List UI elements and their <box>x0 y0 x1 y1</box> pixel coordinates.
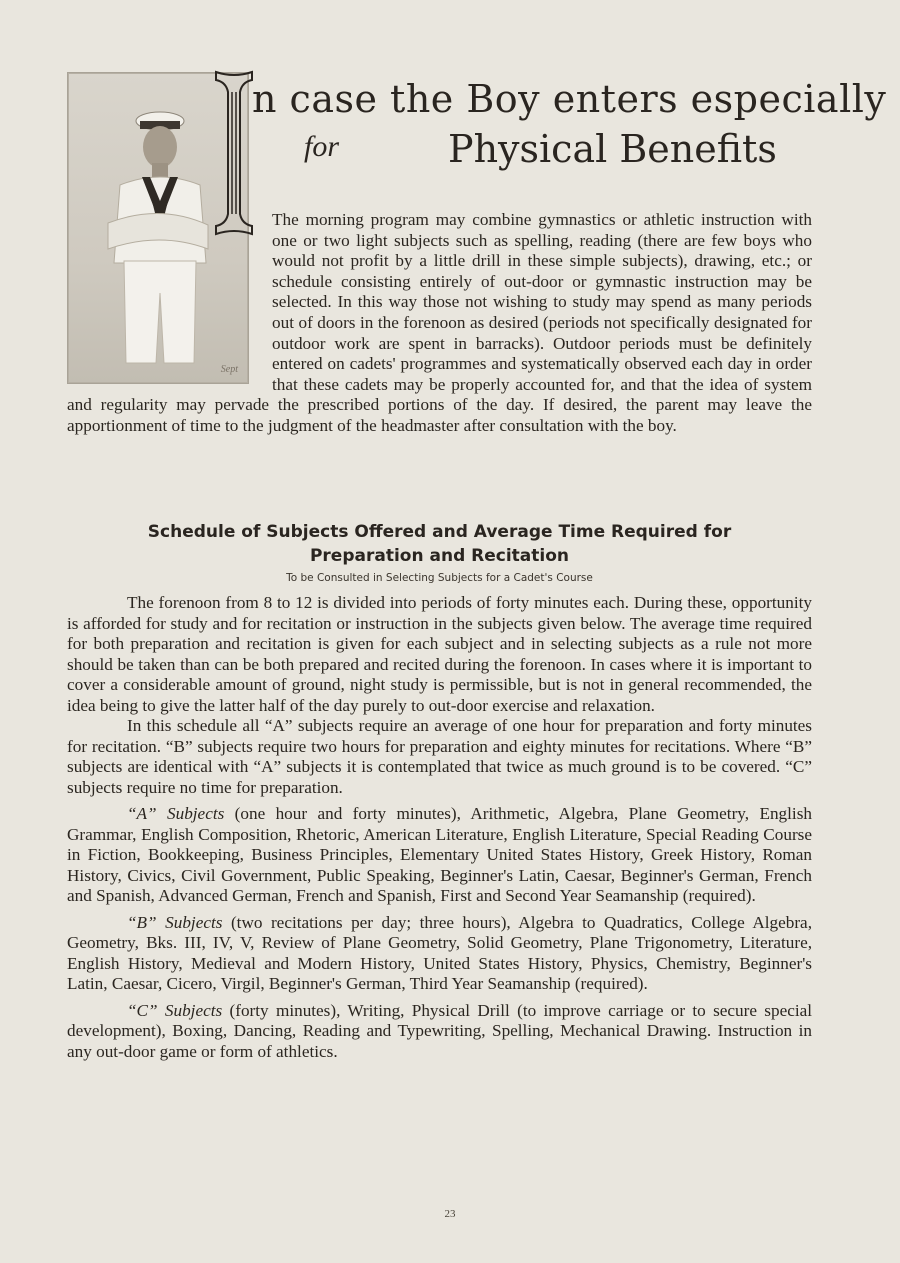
schedule-body <box>67 593 812 1062</box>
intro-paragraph-block <box>67 210 812 437</box>
title-line-1: n case the Boy enters especially <box>252 77 887 121</box>
photo-wrap-spacer <box>67 210 272 384</box>
page-number: 23 <box>444 1208 456 1220</box>
b-subjects-text: (two recitations per day; three hours), Algebra to Quadratics, College Algebra, Geometry, Bks. III, IV, V, Review of Plane Geometry, Solid Geometry, Plane Trigonometry, Literature, English History, Medieval and Modern History, United States History, Physics, Chemistry, Beginner's Latin, Caesar, Cicero, Virgil, Beginner's German, Third Year Seamanship (required). <box>67 912 812 993</box>
title-for-word: for <box>304 130 340 163</box>
schedule-heading <box>67 520 812 568</box>
schedule-subheading: To be Consulted in Selecting Subjects for a Cadet's Course <box>286 572 593 584</box>
c-subjects-text: (forty minutes), Writing, Physical Drill (to improve carriage or to secure special development), Boxing, Dancing, Reading and Typewriting, Spelling, Mechanical Drawing. Instruction in any out-door game or form of athletics. <box>67 1000 813 1061</box>
c-subjects-label: “C” Subjects <box>127 1000 223 1020</box>
schedule-heading-line-2: Preparation and Recitation <box>309 546 570 566</box>
b-subjects-label: “B” Subjects <box>127 912 223 932</box>
forenoon-paragraph: The forenoon from 8 to 12 is divided into periods of forty minutes each. During these, opportunity is afforded for study and for recitation or instruction in the subjects given below. The average time required for both preparation and recitation is given for each subject and in selecting subjects as a rule not more should be taken than can be both prepared and recited during the forenoon. In cases where it is important to cover a considerable amount of ground, night study is permissible, but is not in general recommended, the idea being to give the latter half of the day purely to out-door exercise and relaxation. <box>67 593 812 715</box>
a-subjects-paragraph <box>67 804 812 907</box>
title-line-2: Physical Benefits <box>448 127 777 171</box>
a-subjects-text: (one hour and forty minutes), Arithmetic, Algebra, Plane Geometry, English Grammar, English Composition, Rhetoric, American Literature, English Literature, Special Reading Course in Fiction, Bookkeeping, Business Principles, Elementary United States History, Greek History, Roman History, Civics, Civil Government, Public Speaking, Beginner's Latin, Caesar, Beginner's German, French and Spanish, Advanced German, French and Spanish, First and Second Year Seamanship (required). <box>67 804 812 905</box>
schedule-heading-line-1: Schedule of Subjects Offered and Average Time Required for <box>147 522 732 542</box>
photo-signature: Sept <box>220 364 238 375</box>
schedule-paragraph: In this schedule all “A” subjects require an average of one hour for preparation and forty minutes for recitation. “B” subjects require two hours for preparation and eighty minutes for recitations. Where “B” subjects are identical with “A” subjects it is contemplated that twice as much ground is to be covered. “C” subjects require no time for preparation. <box>67 716 812 797</box>
a-subjects-label: “A” Subjects <box>127 804 225 823</box>
c-subjects-paragraph <box>67 1001 812 1063</box>
intro-paragraph: The morning program may combine gymnastics or athletic instruction with one or two light subjects such as spelling, reading (there are few boys who would not profit by a little drill in these simple subjects), drawing, etc.; or schedule consisting entirely of out-door or gymnastic instruction may be selected. In this way those not wishing to study may spend as many periods out of doors in the forenoon as desired (periods not specifically designated for outdoor work are spent in barracks). Outdoor periods must be definitely entered on cadets' programmes and systematically observed each day in order that these cadets may be properly accounted for, and that the idea of system and regularity may pervade the prescribed portions of the day. If desired, the parent may leave the apportionment of time to the judgment of the headmaster after consultation with the boy. <box>67 210 812 435</box>
b-subjects-paragraph <box>67 913 812 995</box>
